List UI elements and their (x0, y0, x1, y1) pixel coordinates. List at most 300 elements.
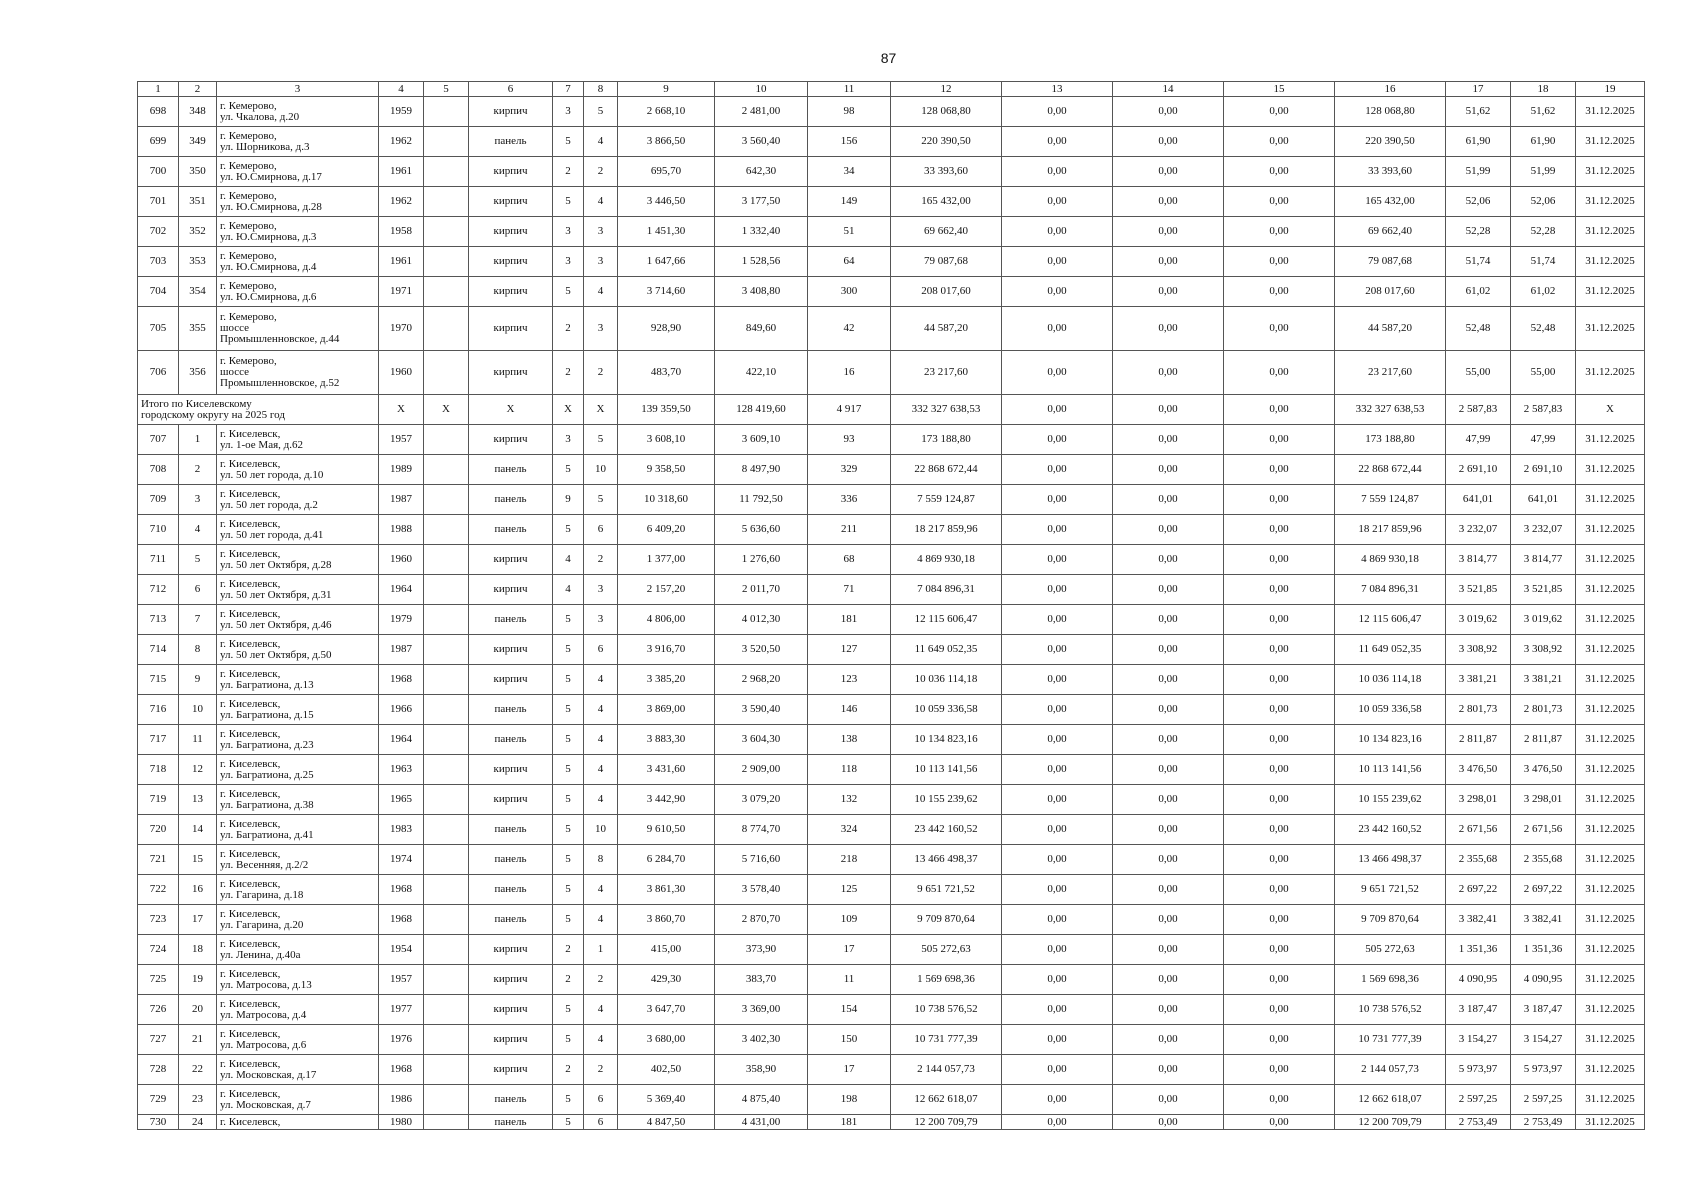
address-cell (217, 485, 379, 515)
cell-col-11: 150 (808, 1025, 891, 1055)
cell-col-2: 20 (179, 995, 217, 1025)
cell-col-5 (424, 485, 469, 515)
cell-col-10: 5 636,60 (715, 515, 808, 545)
address-line: ул. 50 лет Октября, д.28 (220, 558, 332, 571)
cell-col-18: 3 308,92 (1511, 635, 1576, 665)
cell-col-6: панель (469, 485, 553, 515)
cell-col-7: 3 (553, 247, 584, 277)
cell-col-13: 0,00 (1002, 1115, 1113, 1130)
address-line: г. Киселевск, (220, 727, 281, 740)
cell-col-13: 0,00 (1002, 605, 1113, 635)
table-row (138, 755, 1645, 785)
cell-col-17: 641,01 (1446, 485, 1511, 515)
cell-col-6: панель (469, 1115, 553, 1130)
cell-col-1: 717 (138, 725, 179, 755)
cell-col-10: 1 528,56 (715, 247, 808, 277)
column-number-14: 14 (1113, 82, 1224, 97)
cell-col-2: 6 (179, 575, 217, 605)
cell-col-10: 2 909,00 (715, 755, 808, 785)
cell-col-8: 2 (584, 1055, 618, 1085)
cell-col-10: 383,70 (715, 965, 808, 995)
cell-col-7: 5 (553, 1085, 584, 1115)
cell-col-2: 352 (179, 217, 217, 247)
cell-col-8: 3 (584, 307, 618, 351)
cell-col-9: 2 668,10 (618, 97, 715, 127)
cell-col-5 (424, 187, 469, 217)
cell-col-14: 0,00 (1113, 515, 1224, 545)
cell-col-17: 3 521,85 (1446, 575, 1511, 605)
cell-col-13: 0,00 (1002, 845, 1113, 875)
cell-col-2: 8 (179, 635, 217, 665)
cell-col-19: 31.12.2025 (1576, 965, 1645, 995)
cell-col-11: 127 (808, 635, 891, 665)
address-line: ул. Ю.Смирнова, д.4 (220, 260, 317, 273)
cell-col-8: 4 (584, 905, 618, 935)
cell-col-12: 69 662,40 (891, 217, 1002, 247)
cell-col-9: 3 442,90 (618, 785, 715, 815)
table-row (138, 1025, 1645, 1055)
cell-col-1: 719 (138, 785, 179, 815)
cell-col-17: 61,02 (1446, 277, 1511, 307)
cell-col-15: 0,00 (1224, 425, 1335, 455)
address-line: ул. 50 лет города, д.41 (220, 528, 324, 541)
cell-col-7: 5 (553, 1115, 584, 1130)
cell-col-13: 0,00 (1002, 277, 1113, 307)
column-number-1: 1 (138, 82, 179, 97)
table-row (138, 157, 1645, 187)
cell-col-4: 1957 (379, 425, 424, 455)
cell-col-14: 0,00 (1113, 545, 1224, 575)
address-line: ул. Ленина, д.40а (220, 948, 301, 961)
cell-col-6: панель (469, 127, 553, 157)
cell-col-15: 0,00 (1224, 605, 1335, 635)
cell-col-14: 0,00 (1113, 127, 1224, 157)
address-line: г. Кемерово, (220, 159, 277, 172)
cell-col-10: 358,90 (715, 1055, 808, 1085)
cell-col-17: 5 973,97 (1446, 1055, 1511, 1085)
cell-col-18: 3 814,77 (1511, 545, 1576, 575)
cell-col-18: 61,90 (1511, 127, 1576, 157)
cell-col-7: 2 (553, 1055, 584, 1085)
cell-col-17: 2 597,25 (1446, 1085, 1511, 1115)
cell-col-2: 3 (179, 485, 217, 515)
address-cell (217, 515, 379, 545)
cell-col-11: 125 (808, 875, 891, 905)
cell-col-19: 31.12.2025 (1576, 815, 1645, 845)
cell-col-1: 716 (138, 695, 179, 725)
cell-col-7: 2 (553, 351, 584, 395)
cell-col-12: 10 113 141,56 (891, 755, 1002, 785)
cell-col-8: 4 (584, 785, 618, 815)
cell-col-19: 31.12.2025 (1576, 307, 1645, 351)
cell-col-5 (424, 515, 469, 545)
cell-col-1: 728 (138, 1055, 179, 1085)
cell-col-11: 149 (808, 187, 891, 217)
cell-col-4: 1987 (379, 485, 424, 515)
column-number-9: 9 (618, 82, 715, 97)
cell-col-15: 0,00 (1224, 157, 1335, 187)
cell-col-1: 727 (138, 1025, 179, 1055)
cell-col-7: 5 (553, 725, 584, 755)
cell-col-12: 2 144 057,73 (891, 1055, 1002, 1085)
cell-col-15: 0,00 (1224, 127, 1335, 157)
cell-col-15: 0,00 (1224, 785, 1335, 815)
cell-col-4: 1971 (379, 277, 424, 307)
cell-col-17: 2 355,68 (1446, 845, 1511, 875)
cell-col-9: 483,70 (618, 351, 715, 395)
cell-col-5 (424, 455, 469, 485)
cell-col-15: 0,00 (1224, 905, 1335, 935)
cell-col-5 (424, 905, 469, 935)
address-cell (217, 127, 379, 157)
address-line: г. Киселевск, (220, 1087, 281, 1100)
cell-col-12: 10 738 576,52 (891, 995, 1002, 1025)
cell-col-18: 61,02 (1511, 277, 1576, 307)
address-line: Промышленновское, д.52 (220, 377, 340, 389)
cell-col-17: 3 381,21 (1446, 665, 1511, 695)
address-line: г. Кемерово, (220, 219, 277, 232)
cell-col-16: 44 587,20 (1335, 307, 1446, 351)
cell-col-18: 51,62 (1511, 97, 1576, 127)
cell-col-4: 1958 (379, 217, 424, 247)
cell-col-1: 708 (138, 455, 179, 485)
total-cell-col-13: 0,00 (1002, 395, 1113, 425)
cell-col-8: 5 (584, 97, 618, 127)
table-row (138, 665, 1645, 695)
cell-col-15: 0,00 (1224, 217, 1335, 247)
cell-col-17: 51,74 (1446, 247, 1511, 277)
cell-col-6: панель (469, 1085, 553, 1115)
cell-col-19: 31.12.2025 (1576, 725, 1645, 755)
cell-col-6: кирпич (469, 277, 553, 307)
cell-col-10: 4 875,40 (715, 1085, 808, 1115)
cell-col-15: 0,00 (1224, 575, 1335, 605)
cell-col-1: 713 (138, 605, 179, 635)
column-number-7: 7 (553, 82, 584, 97)
cell-col-17: 2 697,22 (1446, 875, 1511, 905)
cell-col-13: 0,00 (1002, 515, 1113, 545)
cell-col-13: 0,00 (1002, 875, 1113, 905)
cell-col-7: 5 (553, 277, 584, 307)
cell-col-14: 0,00 (1113, 1115, 1224, 1130)
cell-col-14: 0,00 (1113, 425, 1224, 455)
cell-col-18: 2 691,10 (1511, 455, 1576, 485)
cell-col-7: 5 (553, 665, 584, 695)
address-line: г. Киселевск, (220, 937, 281, 950)
cell-col-11: 181 (808, 1115, 891, 1130)
cell-col-7: 5 (553, 905, 584, 935)
cell-col-2: 2 (179, 455, 217, 485)
cell-col-12: 44 587,20 (891, 307, 1002, 351)
cell-col-10: 2 870,70 (715, 905, 808, 935)
cell-col-14: 0,00 (1113, 455, 1224, 485)
address-line: г. Кемерово, (220, 249, 277, 262)
address-line: ул. Гагарина, д.20 (220, 918, 304, 931)
cell-col-18: 55,00 (1511, 351, 1576, 395)
cell-col-18: 51,74 (1511, 247, 1576, 277)
table-row (138, 187, 1645, 217)
cell-col-4: 1966 (379, 695, 424, 725)
cell-col-7: 5 (553, 605, 584, 635)
cell-col-5 (424, 965, 469, 995)
address-line: г. Киселевск, (220, 577, 281, 590)
cell-col-7: 2 (553, 157, 584, 187)
address-cell (217, 425, 379, 455)
cell-col-10: 3 560,40 (715, 127, 808, 157)
cell-col-17: 52,06 (1446, 187, 1511, 217)
cell-col-19: 31.12.2025 (1576, 695, 1645, 725)
column-number-18: 18 (1511, 82, 1576, 97)
address-line: г. Киселевск, (220, 967, 281, 980)
cell-col-10: 3 520,50 (715, 635, 808, 665)
cell-col-17: 3 308,92 (1446, 635, 1511, 665)
column-number-3: 3 (217, 82, 379, 97)
cell-col-18: 47,99 (1511, 425, 1576, 455)
cell-col-18: 3 382,41 (1511, 905, 1576, 935)
cell-col-6: кирпич (469, 247, 553, 277)
address-cell (217, 935, 379, 965)
cell-col-17: 52,48 (1446, 307, 1511, 351)
cell-col-19: 31.12.2025 (1576, 425, 1645, 455)
cell-col-6: панель (469, 515, 553, 545)
cell-col-13: 0,00 (1002, 217, 1113, 247)
cell-col-8: 4 (584, 665, 618, 695)
cell-col-11: 68 (808, 545, 891, 575)
address-line: г. Киселевск, (220, 487, 281, 500)
table-row (138, 1115, 1645, 1130)
cell-col-14: 0,00 (1113, 845, 1224, 875)
cell-col-9: 928,90 (618, 307, 715, 351)
cell-col-16: 10 738 576,52 (1335, 995, 1446, 1025)
address-line: шоссе (220, 366, 250, 378)
address-cell (217, 575, 379, 605)
address-line: ул. Багратиона, д.38 (220, 798, 314, 811)
table-row (138, 785, 1645, 815)
cell-col-18: 2 811,87 (1511, 725, 1576, 755)
cell-col-12: 10 036 114,18 (891, 665, 1002, 695)
table-row (138, 935, 1645, 965)
cell-col-16: 165 432,00 (1335, 187, 1446, 217)
cell-col-16: 10 134 823,16 (1335, 725, 1446, 755)
cell-col-9: 3 714,60 (618, 277, 715, 307)
cell-col-5 (424, 605, 469, 635)
cell-col-11: 211 (808, 515, 891, 545)
table-row (138, 905, 1645, 935)
cell-col-11: 118 (808, 755, 891, 785)
cell-col-11: 11 (808, 965, 891, 995)
address-line: Промышленновское, д.44 (220, 333, 340, 345)
cell-col-5 (424, 351, 469, 395)
cell-col-11: 336 (808, 485, 891, 515)
address-cell (217, 605, 379, 635)
cell-col-12: 9 651 721,52 (891, 875, 1002, 905)
cell-col-18: 2 753,49 (1511, 1115, 1576, 1130)
column-number-15: 15 (1224, 82, 1335, 97)
cell-col-16: 12 200 709,79 (1335, 1115, 1446, 1130)
cell-col-5 (424, 635, 469, 665)
cell-col-17: 3 382,41 (1446, 905, 1511, 935)
table-row (138, 575, 1645, 605)
total-cell-col-4: X (379, 395, 424, 425)
column-number-13: 13 (1002, 82, 1113, 97)
cell-col-6: кирпич (469, 187, 553, 217)
cell-col-4: 1963 (379, 755, 424, 785)
cell-col-1: 704 (138, 277, 179, 307)
cell-col-15: 0,00 (1224, 351, 1335, 395)
cell-col-8: 4 (584, 725, 618, 755)
cell-col-9: 3 869,00 (618, 695, 715, 725)
cell-col-15: 0,00 (1224, 97, 1335, 127)
cell-col-11: 198 (808, 1085, 891, 1115)
cell-col-8: 10 (584, 455, 618, 485)
cell-col-14: 0,00 (1113, 695, 1224, 725)
cell-col-8: 2 (584, 545, 618, 575)
cell-col-8: 10 (584, 815, 618, 845)
address-cell (217, 1025, 379, 1055)
cell-col-1: 706 (138, 351, 179, 395)
cell-col-17: 3 476,50 (1446, 755, 1511, 785)
table-row (138, 127, 1645, 157)
cell-col-15: 0,00 (1224, 247, 1335, 277)
cell-col-16: 505 272,63 (1335, 935, 1446, 965)
cell-col-8: 1 (584, 935, 618, 965)
table-row (138, 425, 1645, 455)
table-row (138, 545, 1645, 575)
cell-col-10: 4 012,30 (715, 605, 808, 635)
cell-col-7: 5 (553, 515, 584, 545)
address-line: ул. Ю.Смирнова, д.28 (220, 200, 322, 213)
cell-col-10: 373,90 (715, 935, 808, 965)
address-line: ул. 50 лет города, д.2 (220, 498, 318, 511)
cell-col-10: 1 276,60 (715, 545, 808, 575)
cell-col-13: 0,00 (1002, 725, 1113, 755)
cell-col-13: 0,00 (1002, 545, 1113, 575)
cell-col-19: 31.12.2025 (1576, 935, 1645, 965)
cell-col-15: 0,00 (1224, 755, 1335, 785)
cell-col-9: 6 409,20 (618, 515, 715, 545)
cell-col-19: 31.12.2025 (1576, 217, 1645, 247)
cell-col-4: 1965 (379, 785, 424, 815)
address-cell (217, 1055, 379, 1085)
cell-col-10: 3 578,40 (715, 875, 808, 905)
cell-col-8: 4 (584, 755, 618, 785)
cell-col-4: 1988 (379, 515, 424, 545)
cell-col-4: 1977 (379, 995, 424, 1025)
cell-col-6: кирпич (469, 935, 553, 965)
cell-col-2: 17 (179, 905, 217, 935)
cell-col-14: 0,00 (1113, 665, 1224, 695)
cell-col-19: 31.12.2025 (1576, 665, 1645, 695)
cell-col-4: 1954 (379, 935, 424, 965)
cell-col-10: 3 590,40 (715, 695, 808, 725)
cell-col-4: 1964 (379, 725, 424, 755)
cell-col-7: 2 (553, 965, 584, 995)
address-cell (217, 965, 379, 995)
address-line: г. Кемерово, (220, 129, 277, 142)
cell-col-18: 3 019,62 (1511, 605, 1576, 635)
cell-col-12: 7 084 896,31 (891, 575, 1002, 605)
cell-col-12: 4 869 930,18 (891, 545, 1002, 575)
cell-col-1: 702 (138, 217, 179, 247)
cell-col-17: 3 187,47 (1446, 995, 1511, 1025)
column-number-8: 8 (584, 82, 618, 97)
cell-col-4: 1962 (379, 127, 424, 157)
cell-col-11: 138 (808, 725, 891, 755)
cell-col-12: 10 731 777,39 (891, 1025, 1002, 1055)
cell-col-11: 123 (808, 665, 891, 695)
cell-col-16: 22 868 672,44 (1335, 455, 1446, 485)
cell-col-14: 0,00 (1113, 755, 1224, 785)
cell-col-4: 1986 (379, 1085, 424, 1115)
cell-col-1: 715 (138, 665, 179, 695)
cell-col-10: 2 968,20 (715, 665, 808, 695)
cell-col-10: 8 774,70 (715, 815, 808, 845)
cell-col-9: 3 608,10 (618, 425, 715, 455)
cell-col-1: 699 (138, 127, 179, 157)
column-number-16: 16 (1335, 82, 1446, 97)
cell-col-5 (424, 1055, 469, 1085)
column-number-10: 10 (715, 82, 808, 97)
total-cell-col-11: 4 917 (808, 395, 891, 425)
cell-col-7: 5 (553, 1025, 584, 1055)
cell-col-4: 1962 (379, 187, 424, 217)
cell-col-13: 0,00 (1002, 351, 1113, 395)
cell-col-9: 3 916,70 (618, 635, 715, 665)
cell-col-13: 0,00 (1002, 995, 1113, 1025)
address-line: г. Киселевск, (220, 847, 281, 860)
cell-col-13: 0,00 (1002, 1025, 1113, 1055)
address-line: ул. Багратиона, д.15 (220, 708, 314, 721)
cell-col-14: 0,00 (1113, 157, 1224, 187)
cell-col-9: 5 369,40 (618, 1085, 715, 1115)
address-line: ул. 50 лет Октября, д.31 (220, 588, 332, 601)
cell-col-4: 1961 (379, 247, 424, 277)
cell-col-12: 23 442 160,52 (891, 815, 1002, 845)
cell-col-2: 11 (179, 725, 217, 755)
cell-col-18: 3 381,21 (1511, 665, 1576, 695)
cell-col-19: 31.12.2025 (1576, 785, 1645, 815)
total-cell-col-15: 0,00 (1224, 395, 1335, 425)
cell-col-9: 10 318,60 (618, 485, 715, 515)
cell-col-16: 10 059 336,58 (1335, 695, 1446, 725)
cell-col-8: 8 (584, 845, 618, 875)
address-line: ул. Матросова, д.4 (220, 1008, 307, 1021)
cell-col-5 (424, 995, 469, 1025)
cell-col-19: 31.12.2025 (1576, 187, 1645, 217)
cell-col-11: 132 (808, 785, 891, 815)
total-cell-col-10: 128 419,60 (715, 395, 808, 425)
cell-col-15: 0,00 (1224, 277, 1335, 307)
cell-col-2: 348 (179, 97, 217, 127)
cell-col-2: 13 (179, 785, 217, 815)
table-header (138, 82, 1645, 97)
address-line: г. Киселевск, (220, 817, 281, 830)
cell-col-1: 720 (138, 815, 179, 845)
cell-col-8: 2 (584, 965, 618, 995)
cell-col-16: 10 731 777,39 (1335, 1025, 1446, 1055)
cell-col-19: 31.12.2025 (1576, 277, 1645, 307)
cell-col-15: 0,00 (1224, 965, 1335, 995)
table-row (138, 485, 1645, 515)
column-number-12: 12 (891, 82, 1002, 97)
cell-col-9: 415,00 (618, 935, 715, 965)
cell-col-17: 61,90 (1446, 127, 1511, 157)
address-line: г. Кемерово, (220, 279, 277, 292)
cell-col-13: 0,00 (1002, 127, 1113, 157)
table-row (138, 455, 1645, 485)
cell-col-10: 3 604,30 (715, 725, 808, 755)
address-line: г. Киселевск, (220, 667, 281, 680)
